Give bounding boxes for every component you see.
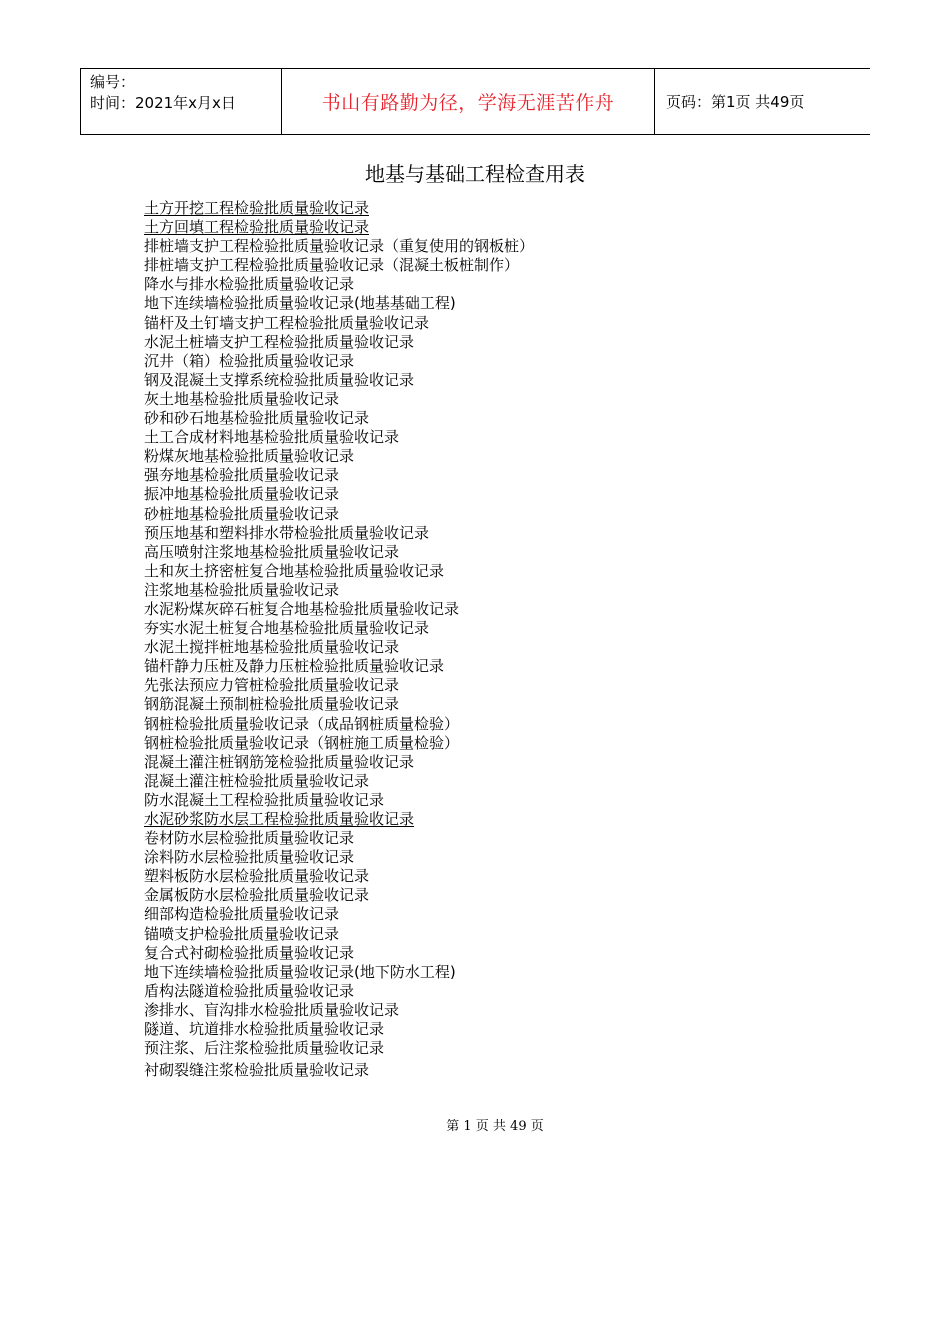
toc-item: 夯实水泥土桩复合地基检验批质量验收记录: [144, 619, 430, 638]
toc-item: 水泥粉煤灰碎石桩复合地基检验批质量验收记录: [144, 599, 460, 618]
toc-item: 排桩墙支护工程检验批质量验收记录（混凝土板桩制作）: [144, 256, 520, 275]
toc-item: 降水与排水检验批质量验收记录: [144, 275, 355, 294]
toc-item: 振冲地基检验批质量验收记录: [144, 485, 340, 504]
toc-item[interactable]: 土方开挖工程检验批质量验收记录: [144, 199, 370, 217]
toc-item: 金属板防水层检验批质量验收记录: [144, 886, 370, 905]
toc-item: 水泥土桩墙支护工程检验批质量验收记录: [144, 332, 415, 351]
toc-item: 地下连续墙检验批质量验收记录(地基基础工程): [144, 294, 456, 313]
toc-item: 塑料板防水层检验批质量验收记录: [144, 867, 370, 886]
toc-item: 渗排水、盲沟排水检验批质量验收记录: [144, 1000, 400, 1019]
toc-item: 粉煤灰地基检验批质量验收记录: [144, 447, 355, 466]
toc-item: 混凝土灌注桩钢筋笼检验批质量验收记录: [144, 752, 415, 771]
toc-item: 复合式衬砌检验批质量验收记录: [144, 943, 355, 962]
toc-item: 盾构法隧道检验批质量验收记录: [144, 981, 355, 1000]
toc-item: 防水混凝土工程检验批质量验收记录: [144, 790, 385, 809]
header-table: [80, 68, 870, 135]
toc-item[interactable]: 水泥砂浆防水层工程检验批质量验收记录: [144, 810, 415, 828]
header-page-label: 页码：第1页 共49页: [666, 93, 805, 111]
header-motto-cell: [282, 69, 655, 134]
toc-item: 钢桩检验批质量验收记录（钢桩施工质量检验）: [144, 733, 460, 752]
table-of-contents: [144, 199, 534, 1080]
toc-item: 砂桩地基检验批质量验收记录: [144, 504, 340, 523]
toc-item: 高压喷射注浆地基检验批质量验收记录: [144, 542, 400, 561]
toc-item: 细部构造检验批质量验收记录: [144, 905, 340, 924]
toc-item: 钢及混凝土支撑系统检验批质量验收记录: [144, 370, 415, 389]
toc-item: 灰土地基检验批质量验收记录: [144, 389, 340, 408]
toc-item: 水泥土搅拌桩地基检验批质量验收记录: [144, 638, 400, 657]
toc-item: 注浆地基检验批质量验收记录: [144, 580, 340, 599]
toc-item: 土和灰土挤密桩复合地基检验批质量验收记录: [144, 561, 445, 580]
toc-item: 衬砌裂缝注浆检验批质量验收记录: [144, 1061, 370, 1080]
toc-item: 锚喷支护检验批质量验收记录: [144, 924, 340, 943]
toc-item: 钢筋混凝土预制桩检验批质量验收记录: [144, 695, 400, 714]
toc-item: 锚杆及土钉墙支护工程检验批质量验收记录: [144, 313, 430, 332]
toc-item: 沉井（箱）检验批质量验收记录: [144, 351, 355, 370]
toc-item: 隧道、坑道排水检验批质量验收记录: [144, 1020, 385, 1039]
header-info-cell: [81, 69, 282, 134]
toc-item: 涂料防水层检验批质量验收记录: [144, 848, 355, 867]
toc-item: 排桩墙支护工程检验批质量验收记录（重复使用的钢板桩）: [144, 237, 535, 256]
header-motto: 书山有路勤为径，学海无涯苦作舟: [321, 92, 615, 114]
page-title: 地基与基础工程检查用表: [365, 162, 585, 186]
toc-item: 地下连续墙检验批质量验收记录(地下防水工程): [144, 962, 456, 981]
toc-item: 砂和砂石地基检验批质量验收记录: [144, 409, 370, 428]
header-page-cell: [655, 69, 870, 134]
toc-item[interactable]: 土方回填工程检验批质量验收记录: [144, 218, 370, 237]
toc-item: 锚杆静力压桩及静力压桩检验批质量验收记录: [144, 657, 445, 676]
toc-item: 混凝土灌注桩检验批质量验收记录: [144, 771, 370, 790]
toc-item: 卷材防水层检验批质量验收记录: [144, 829, 355, 848]
toc-item: 强夯地基检验批质量验收记录: [144, 466, 340, 485]
toc-item: 先张法预应力管桩检验批质量验收记录: [144, 676, 400, 695]
toc-item: 预压地基和塑料排水带检验批质量验收记录: [144, 523, 430, 542]
toc-item: 钢桩检验批质量验收记录（成品钢桩质量检验）: [144, 714, 460, 733]
toc-item: 预注浆、后注浆检验批质量验收记录: [144, 1039, 385, 1058]
document-time-label: 时间：2021年x月x日: [90, 94, 236, 112]
document-number-label: 编号：: [90, 73, 136, 91]
toc-item: 土工合成材料地基检验批质量验收记录: [144, 428, 400, 447]
page-footer: 第 1 页 共 49 页: [446, 1119, 544, 1134]
